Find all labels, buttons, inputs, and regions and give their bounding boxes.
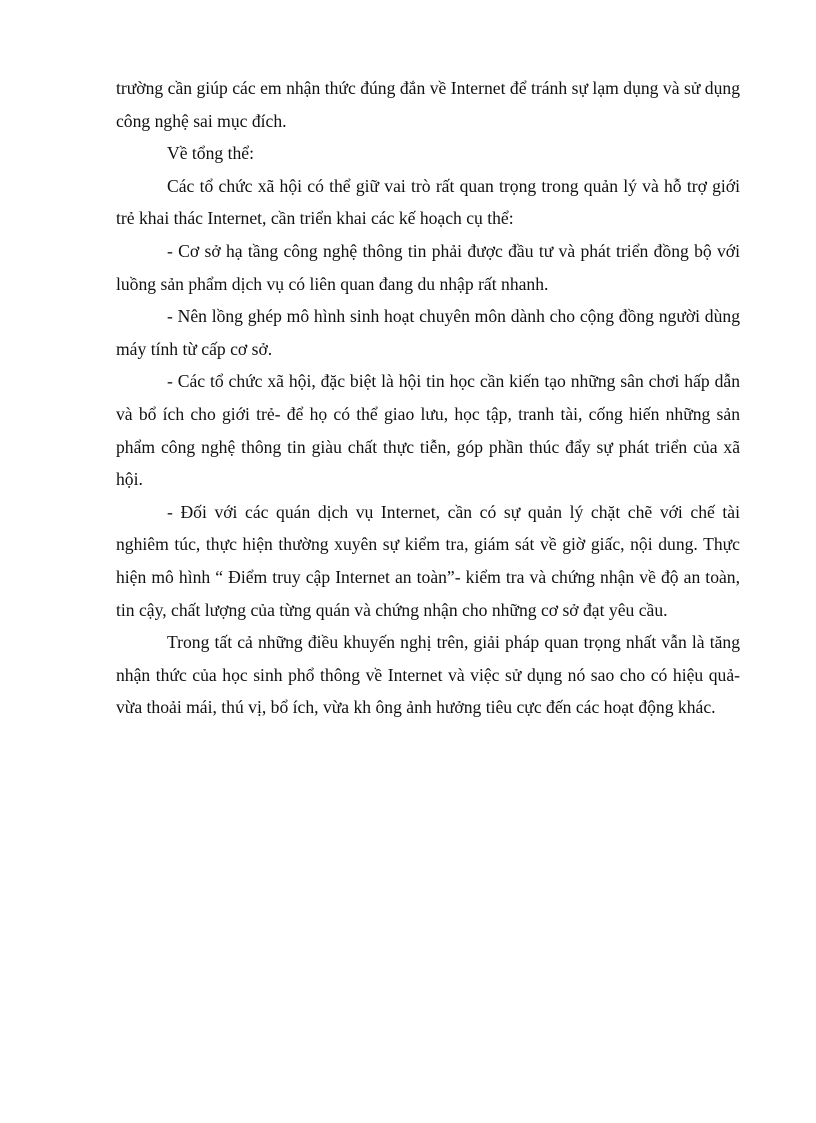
bullet-playgrounds: - Các tổ chức xã hội, đặc biệt là hội tin học cần kiến tạo những sân chơi hấp dẫn và bổ ích cho giới trẻ- để họ có thể giao lưu, học tập, tranh tài, cống hiến những sản phẩm công nghệ thông tin giàu chất thực tiễn, góp phần thúc đẩy sự phát triển của xã hội.	[116, 371, 740, 490]
bullet-infrastructure: - Cơ sở hạ tầng công nghệ thông tin phải được đầu tư và phát triển đồng bộ với luồng sản phẩm dịch vụ có liên quan đang du nhập rất nhanh.	[116, 240, 740, 294]
paragraph-overview-heading: Về tổng thể:	[167, 143, 254, 164]
bullet-internet-cafes: - Đối với các quán dịch vụ Internet, cần có sự quản lý chặt chẽ với chế tài nghiêm túc, thực hiện thường xuyên sự kiểm tra, giám sát về giờ giấc, nội dung. Thực hiện mô hình “ Điểm truy cập Internet an toàn”- kiểm tra và chứng nhận về độ an toàn, tin cậy, chất lượng của từng quán và chứng nhận cho những cơ sở đạt yêu cầu.	[116, 501, 740, 620]
paragraph-social-organizations: Các tổ chức xã hội có thể giữ vai trò rất quan trọng trong quản lý và hỗ trợ giới trẻ khai thác Internet, cần triển khai các kế hoạch cụ thể:	[116, 175, 740, 229]
paragraph-continuation: trường cần giúp các em nhận thức đúng đắn về Internet để tránh sự lạm dụng và sử dụng công nghệ sai mục đích.	[116, 78, 740, 131]
document-body	[116, 72, 740, 724]
bullet-community-model: - Nên lồng ghép mô hình sinh hoạt chuyên môn dành cho cộng đồng người dùng máy tính từ cấp cơ sở.	[116, 306, 740, 359]
paragraph-conclusion: Trong tất cả những điều khuyến nghị trên, giải pháp quan trọng nhất vẫn là tăng nhận thức của học sinh phổ thông về Internet và việc sử dụng nó sao cho có hiệu quả- vừa thoải mái, thú vị, bổ ích, vừa kh ông ảnh hưởng tiêu cực đến các hoạt động khác.	[116, 632, 740, 718]
